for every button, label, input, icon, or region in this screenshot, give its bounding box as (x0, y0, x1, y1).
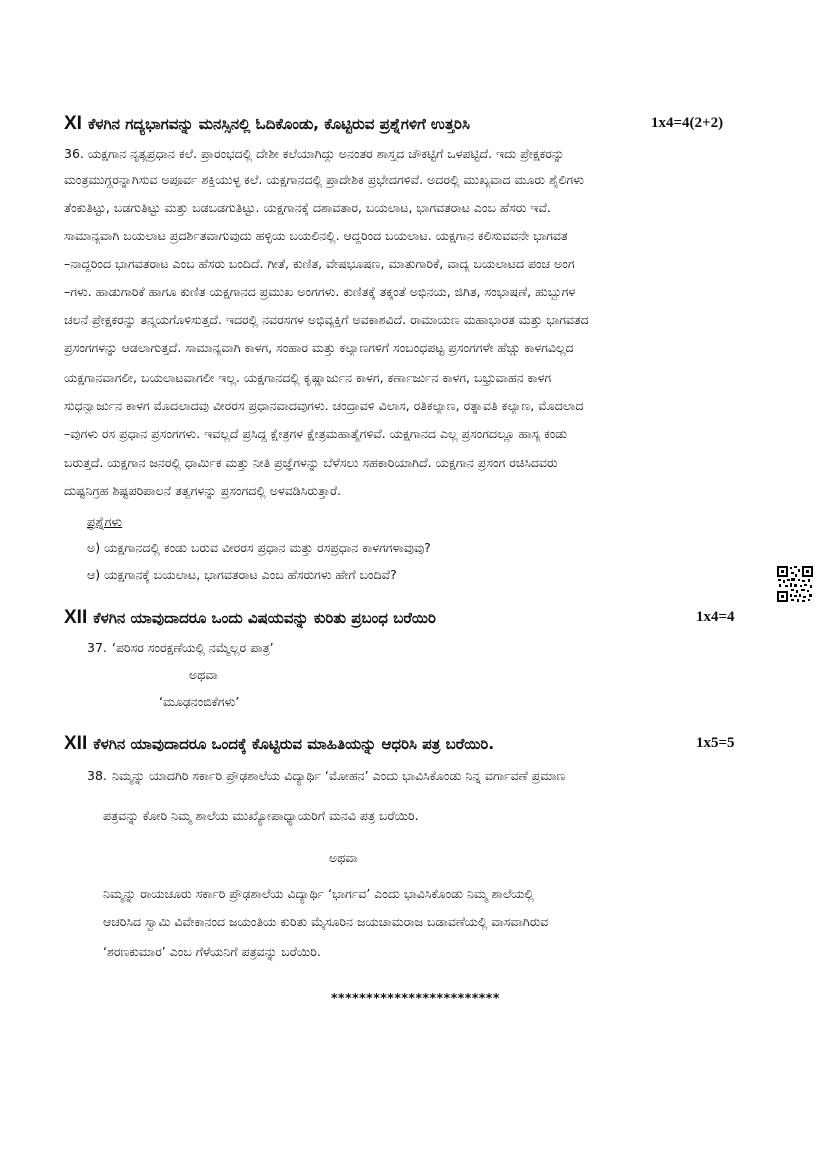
essay-topic-2: ‘ಮೂಢನಂಬಿಕೆಗಳು’ (159, 694, 240, 709)
section-xii-essay-marks: 1x4=4 (696, 609, 735, 625)
section-xi-roman: XI (64, 113, 82, 134)
passage-line: ಮಂತ್ರಮುಗ್ಧರನ್ನಾಗಿಸುವ ಅಪೂರ್ವ ಶಕ್ತಿಯುಳ್ಳ ಕಲೆ. ಯಕ್ಷಗಾನದಲ್ಲಿ ಪ್ರಾದೇಶಿಕ ಪ್ರಭೇದಗಳಿವೆ. ಅದರಲ್ಲಿ ಮುಖ್ಯವಾದ ಮೂರು ಶೈಲಿಗಳು (64, 172, 584, 187)
section-xii-essay-title: ಕೆಳಗಿನ ಯಾವುದಾದರೂ ಒಂದು ವಿಷಯವನ್ನು ಕುರಿತು ಪ್ರಬಂಧ ಬರೆಯಿರಿ (93, 609, 436, 627)
question-aa: ಆ) ಯಕ್ಷಗಾನಕ್ಕೆ ಬಯಲಾಟ, ಭಾಗವತರಾಟ ಎಂಬ ಹೆಸರುಗಳು ಹೇಗೆ ಬಂದಿವೆ? (87, 567, 397, 582)
letter-q-number: 38. (87, 768, 107, 783)
passage-line: ಚಲನೆ ಪ್ರೇಕ್ಷಕರನ್ನು ತನ್ಮಯಗೊಳಿಸುತ್ತದೆ. ಇದರಲ್ಲಿ ನವರಸಗಳ ಅಭಿವ್ಯಕ್ತಿಗೆ ಅವಕಾಶವಿದೆ. ರಾಮಾಯಣ ಮಹಾಭಾರತ ಮತ್ತು ಭಾಗವತದ (64, 312, 589, 327)
section-xii-letter-heading (64, 733, 494, 755)
passage-line: –ವುಗಳು ರಸ ಪ್ರಧಾನ ಪ್ರಸಂಗಗಳು. ಇವಲ್ಲದೆ ಪ್ರಸಿದ್ಧ ಕ್ಷೇತ್ರಗಳ ಕ್ಷೇತ್ರಮಹಾತ್ಮೆಗಳಿವೆ. ಯಕ್ಷಗಾನದ ಎಲ್ಲ ಪ್ರಸಂಗದಲ್ಲೂ ಹಾಸ್ಯ ಕಂಡು (64, 426, 568, 441)
qr-code-icon (776, 565, 814, 603)
questions-label: ಪ್ರಶ್ನೆಗಳು (87, 514, 123, 529)
passage-line: ಸುಧನ್ವಾರ್ಜುನ ಕಾಳಗ ಮೊದಲಾದವು ವೀರರಸ ಪ್ರಧಾನವಾದವುಗಳು. ಚಂದ್ರಾವಳಿ ವಿಲಾಸ, ರತಿಕಲ್ಯಾಣ, ರತ್ನಾವತಿ ಕಲ್ಯಾಣ, ಮೊದಲಾದ (64, 398, 584, 413)
passage-line: ಸಾಮಾನ್ಯವಾಗಿ ಬಯಲಾಟ ಪ್ರದರ್ಶಿತವಾಗುವುದು ಹಳ್ಳಿಯ ಬಯಲಿನಲ್ಲಿ. ಆದ್ದರಿಂದ ಬಯಲಾಟ. ಯಕ್ಷಗಾನ ಕಲಿಸುವವನೇ ಭಾಗವತ (64, 228, 568, 243)
section-xi-heading (64, 113, 470, 135)
essay-or: ಅಥವಾ (189, 667, 218, 682)
passage-line: –ಗಳು. ಹಾಡುಗಾರಿಕೆ ಹಾಗೂ ಕುಣಿತ ಯಕ್ಷಗಾನದ ಪ್ರಮುಖ ಅಂಗಗಳು. ಕುಣಿತಕ್ಕೆ ತಕ್ಕಂತೆ ಅಭಿನಯ, ಜಿಗಿತ, ಸಂಭಾಷಣೆ, ಹುಬ್ಬುಗಳ (64, 284, 576, 299)
letter-option1-line1: ನಿಮ್ಮನ್ನು ಯಾದಗಿರಿ ಸರ್ಕಾರಿ ಪ್ರೌಢಶಾಲೆಯ ವಿದ್ಯಾರ್ಥಿ ‘ಮೋಹನ’ ಎಂದು ಭಾವಿಸಿಕೊಂಡು ನಿನ್ನ ವರ್ಗಾವಣೆ ಪ್ರಮಾಣ (112, 768, 566, 783)
section-xi-marks: 1x4=4(2+2) (651, 115, 724, 131)
letter-option1-line2: ಪತ್ರವನ್ನು ಕೋರಿ ನಿಮ್ಮ ಶಾಲೆಯ ಮುಖ್ಯೋಪಾಧ್ಯಾಯರಿಗೆ ಮನವಿ ಪತ್ರ ಬರೆಯಿರಿ. (103, 808, 419, 823)
section-xii-letter-roman: XII (64, 733, 88, 754)
passage-line: ಪ್ರಸಂಗಗಳನ್ನು ಆಡಲಾಗುತ್ತದೆ. ಸಾಮಾನ್ಯವಾಗಿ ಕಾಳಗ, ಸಂಹಾರ ಮತ್ತು ಕಲ್ಯಾಣಗಳಿಗೆ ಸಂಬಂಧಪಟ್ಟ ಪ್ರಸಂಗಗಳೇ ಹೆಚ್ಚು ಕಾಳಗವಿಲ್ಲದ (64, 340, 574, 355)
passage-line: –ನಾದ್ದರಿಂದ ಭಾಗವತರಾಟ ಎಂಬ ಹೆಸರು ಬಂದಿದೆ. ಗೀತೆ, ಕುಣಿತ, ವೇಷಭೂಷಣ, ಮಾತುಗಾರಿಕೆ, ವಾದ್ಯ ಬಯಲಾಟದ ಪಂಚ ಅಂಗ (64, 256, 575, 271)
letter-option2-line1: ನಿಮ್ಮನ್ನು ರಾಯಚೂರು ಸರ್ಕಾರಿ ಪ್ರೌಢಶಾಲೆಯ ವಿದ್ಯಾರ್ಥಿ ‘ಭಾರ್ಗವ’ ಎಂದು ಭಾವಿಸಿಕೊಂಡು ನಿಮ್ಮ ಶಾಲೆಯಲ್ಲಿ (103, 886, 534, 901)
question-a: ಅ) ಯಕ್ಷಗಾನದಲ್ಲಿ ಕಂಡು ಬರುವ ವೀರರಸ ಪ್ರಧಾನ ಮತ್ತು ರಸಪ್ರಧಾನ ಕಾಳಗಗಳಾವುವು? (87, 540, 431, 555)
section-xii-letter-marks: 1x5=5 (696, 735, 735, 751)
essay-topic-1: ‘ಪರಿಸರ ಸಂರಕ್ಷಣೆಯಲ್ಲಿ ನಮ್ಮೆಲ್ಲರ ಪಾತ್ರ’ (112, 640, 274, 655)
section-xii-letter-title: ಕೆಳಗಿನ ಯಾವುದಾದರೂ ಒಂದಕ್ಕೆ ಕೊಟ್ಟಿರುವ ಮಾಹಿತಿಯನ್ನು ಆಧರಿಸಿ ಪತ್ರ ಬರೆಯಿರಿ. (93, 735, 495, 753)
passage-line: ತೆಂಕುತಿಟ್ಟು, ಬಡಗುತಿಟ್ಟು ಮತ್ತು ಬಡಬಡಗುತಿಟ್ಟು. ಯಕ್ಷಗಾನಕ್ಕೆ ದಶಾವತಾರ, ಬಯಲಾಟ, ಭಾಗವತರಾಟ ಎಂಬ ಹೆಸರು ಇವೆ. (64, 200, 551, 215)
letter-option2-line2: ಆಚರಿಸಿದ ಸ್ವಾಮಿ ವಿವೇಕಾನಂದ ಜಯಂತಿಯ ಕುರಿತು ಮೈಸೂರಿನ ಜಯಚಾಮರಾಜ ಬಡಾವಣೆಯಲ್ಲಿ ವಾಸವಾಗಿರುವ (103, 914, 549, 929)
letter-or: ಅಥವಾ (329, 850, 358, 865)
section-xii-essay-heading (64, 607, 436, 629)
letter-option2-line3: ‘ಶರಣಕುಮಾರ’ ಎಂಬ ಗೆಳೆಯನಿಗೆ ಪತ್ರವನ್ನು ಬರೆಯಿರಿ. (103, 944, 321, 959)
passage-line: ಬರುತ್ತದೆ. ಯಕ್ಷಗಾನ ಜನರಲ್ಲಿ ಧಾರ್ಮಿಕ ಮತ್ತು ನೀತಿ ಪ್ರಜ್ಞೆಗಳನ್ನು ಬೆಳೆಸಲು ಸಹಕಾರಿಯಾಗಿದೆ. ಯಕ್ಷಗಾನ ಪ್ರಸಂಗ ರಚಿಸಿದವರು (64, 455, 558, 470)
section-xi-title: ಕೆಳಗಿನ ಗದ್ಯಭಾಗವನ್ನು ಮನಸ್ಸಿನಲ್ಲಿ ಓದಿಕೊಂಡು, ಕೊಟ್ಟಿರುವ ಪ್ರಶ್ನೆಗಳಿಗೆ ಉತ್ತರಿಸಿ (87, 115, 470, 133)
section-xii-essay-roman: XII (64, 607, 88, 628)
essay-q-number: 37. (87, 640, 107, 655)
passage-line: ಯಕ್ಷಗಾನವಾಗಲೀ, ಬಯಲಾಟವಾಗಲೀ ಇಲ್ಲ. ಯಕ್ಷಗಾನದಲ್ಲಿ ಕೃಷ್ಣಾರ್ಜುನ ಕಾಳಗ, ಕರ್ಣಾರ್ಜುನ ಕಾಳಗ, ಬಭ್ರುವಾಹನ ಕಾಳಗ (64, 370, 552, 385)
end-marker: ************************ (331, 990, 500, 1005)
passage-line: ದುಷ್ಟನಿಗ್ರಹ ಶಿಷ್ಟಪರಿಪಾಲನೆ ತತ್ವಗಳನ್ನು ಪ್ರಸಂಗದಲ್ಲಿ ಅಳವಡಿಸಿರುತ್ತಾರೆ. (64, 483, 342, 498)
passage-line: 36. ಯಕ್ಷಗಾನ ನೃತ್ಯಪ್ರಧಾನ ಕಲೆ. ಪ್ರಾರಂಭದಲ್ಲಿ ದೇಶೀ ಕಲೆಯಾಗಿದ್ದು ಅನಂತರ ಶಾಸ್ತ್ರದ ಚೌಕಟ್ಟಿಗೆ ಒಳಪಟ್ಟಿದೆ. ಇದು ಪ್ರೇಕ್ಷಕರನ್ನು (64, 146, 565, 161)
